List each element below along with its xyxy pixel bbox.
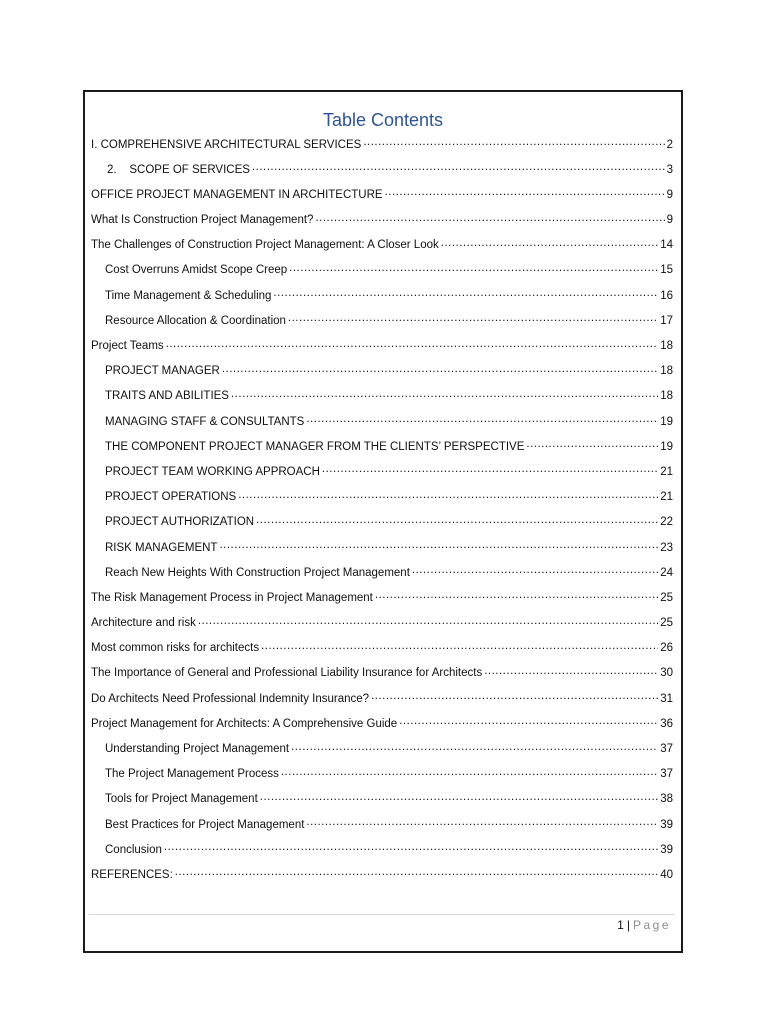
page-footer bbox=[617, 918, 671, 932]
toc-entry[interactable] bbox=[91, 640, 673, 665]
toc-entry-label: Understanding Project Management bbox=[105, 743, 290, 755]
toc-entry-page: 9 bbox=[666, 214, 673, 227]
footer-page-word: Page bbox=[632, 918, 671, 932]
toc-entry[interactable] bbox=[91, 186, 673, 211]
toc-entry-label: Time Management & Scheduling bbox=[105, 289, 272, 302]
toc-entry-label: OFFICE PROJECT MANAGEMENT IN ARCHITECTURE bbox=[91, 188, 383, 201]
footer-divider bbox=[89, 914, 675, 915]
toc-entry[interactable] bbox=[91, 237, 673, 262]
toc-list bbox=[91, 136, 673, 892]
toc-entry-label: Most common risks for architects bbox=[91, 642, 260, 655]
toc-entry-label: The Challenges of Construction Project Management: A Closer Look bbox=[91, 239, 439, 252]
toc-entry[interactable] bbox=[91, 489, 673, 514]
toc-dot-leader bbox=[175, 866, 658, 878]
toc-entry-label: REFERENCES: bbox=[91, 868, 173, 881]
toc-entry-label: The Project Management Process bbox=[105, 768, 279, 781]
toc-dot-leader bbox=[306, 413, 658, 425]
toc-entry-label: Reach New Heights With Construction Project Management bbox=[105, 566, 410, 579]
toc-dot-leader bbox=[315, 212, 664, 224]
toc-entry[interactable] bbox=[91, 589, 673, 614]
toc-entry-label: Cost Overruns Amidst Scope Creep bbox=[105, 264, 288, 277]
toc-dot-leader bbox=[291, 741, 658, 753]
toc-entry[interactable] bbox=[91, 388, 673, 413]
toc-dot-leader bbox=[526, 438, 658, 450]
toc-entry-page: 19 bbox=[660, 415, 673, 428]
toc-entry-page: 30 bbox=[660, 667, 673, 680]
toc-entry[interactable] bbox=[91, 766, 673, 791]
toc-entry-page: 18 bbox=[660, 390, 673, 403]
toc-entry[interactable] bbox=[91, 463, 673, 488]
toc-dot-leader bbox=[322, 463, 658, 475]
toc-entry-page: 17 bbox=[660, 314, 673, 327]
toc-entry-page: 18 bbox=[660, 340, 673, 352]
toc-entry-page: 14 bbox=[660, 239, 673, 252]
toc-dot-leader bbox=[288, 312, 658, 324]
toc-entry[interactable] bbox=[91, 413, 673, 438]
toc-dot-leader bbox=[289, 262, 658, 274]
toc-dot-leader bbox=[399, 715, 658, 727]
toc-dot-leader bbox=[306, 816, 658, 828]
toc-dot-leader bbox=[166, 338, 659, 350]
toc-entry-page: 18 bbox=[660, 365, 673, 378]
footer-separator: | bbox=[626, 918, 630, 932]
toc-entry-page: 38 bbox=[660, 793, 673, 806]
toc-dot-leader bbox=[261, 640, 658, 652]
toc-entry[interactable] bbox=[91, 866, 673, 891]
toc-entry-page: 26 bbox=[660, 642, 673, 655]
toc-dot-leader bbox=[281, 766, 658, 778]
toc-entry-page: 21 bbox=[660, 491, 673, 504]
toc-title: Table Contents bbox=[322, 110, 444, 130]
toc-entry-label: Resource Allocation & Coordination bbox=[105, 314, 286, 327]
toc-dot-leader bbox=[363, 136, 664, 148]
toc-dot-leader bbox=[252, 161, 665, 173]
toc-dot-leader bbox=[231, 388, 658, 400]
toc-entry-label: Project Management for Architects: A Comprehensive Guide bbox=[91, 717, 398, 730]
toc-entry[interactable] bbox=[91, 514, 673, 539]
toc-entry-page: 2 bbox=[666, 138, 673, 151]
toc-entry-label: PROJECT OPERATIONS bbox=[105, 491, 237, 504]
toc-entry[interactable] bbox=[91, 287, 673, 312]
toc-entry-label: 2. SCOPE OF SERVICES bbox=[107, 163, 250, 176]
toc-entry-page: 24 bbox=[660, 566, 673, 579]
toc-entry[interactable] bbox=[91, 816, 673, 841]
toc-entry[interactable] bbox=[91, 539, 673, 564]
toc-entry[interactable] bbox=[91, 690, 673, 715]
toc-dot-leader bbox=[412, 564, 658, 576]
toc-entry-label: PROJECT AUTHORIZATION bbox=[105, 516, 255, 529]
toc-entry-page: 19 bbox=[660, 440, 673, 453]
toc-dot-leader bbox=[441, 237, 658, 249]
footer-page-number: 1 bbox=[617, 918, 624, 932]
toc-entry[interactable] bbox=[91, 312, 673, 337]
toc-entry[interactable] bbox=[91, 161, 673, 186]
toc-dot-leader bbox=[238, 489, 658, 501]
toc-entry-page: 36 bbox=[660, 717, 673, 730]
toc-entry[interactable] bbox=[91, 136, 673, 161]
toc-entry-page: 40 bbox=[660, 868, 673, 881]
toc-dot-leader bbox=[385, 186, 665, 198]
toc-entry[interactable] bbox=[91, 564, 673, 589]
toc-entry[interactable] bbox=[91, 338, 673, 363]
toc-dot-leader bbox=[273, 287, 658, 299]
toc-entry-label: TRAITS AND ABILITIES bbox=[105, 390, 229, 403]
toc-entry[interactable] bbox=[91, 615, 673, 640]
toc-entry-label: Project Teams bbox=[91, 340, 164, 352]
toc-entry-label: Tools for Project Management bbox=[105, 793, 258, 806]
toc-dot-leader bbox=[375, 589, 658, 601]
toc-entry-page: 9 bbox=[666, 188, 673, 201]
toc-dot-leader bbox=[484, 665, 658, 677]
document-page bbox=[83, 90, 683, 953]
toc-entry-label: Do Architects Need Professional Indemnity Insurance? bbox=[91, 692, 370, 705]
toc-entry-page: 39 bbox=[660, 818, 673, 831]
toc-dot-leader bbox=[222, 363, 658, 375]
toc-entry-page: 39 bbox=[660, 843, 673, 856]
toc-entry-label: I. COMPREHENSIVE ARCHITECTURAL SERVICES bbox=[91, 138, 362, 151]
toc-entry-label: RISK MANAGEMENT bbox=[105, 541, 218, 554]
toc-entry-page: 25 bbox=[660, 591, 673, 604]
toc-entry-label: The Importance of General and Professional Liability Insurance for Architects bbox=[91, 667, 483, 680]
toc-entry-label: Best Practices for Project Management bbox=[105, 818, 305, 831]
toc-entry-page: 31 bbox=[660, 692, 673, 705]
toc-entry[interactable] bbox=[91, 665, 673, 690]
toc-entry-page: 37 bbox=[660, 768, 673, 781]
toc-entry-label: MANAGING STAFF & CONSULTANTS bbox=[105, 415, 305, 428]
toc-entry-page: 21 bbox=[660, 465, 673, 478]
toc-entry-label: THE COMPONENT PROJECT MANAGER FROM THE CLIENTS’ PERSPECTIVE bbox=[105, 440, 525, 453]
toc-entry[interactable] bbox=[91, 791, 673, 816]
toc-entry[interactable] bbox=[91, 741, 673, 766]
toc-entry[interactable] bbox=[91, 262, 673, 287]
toc-entry-page: 23 bbox=[660, 541, 673, 554]
toc-entry-label: Architecture and risk bbox=[91, 617, 196, 630]
toc-entry-page: 25 bbox=[660, 617, 673, 630]
toc-entry[interactable] bbox=[91, 841, 673, 866]
toc-entry[interactable] bbox=[91, 363, 673, 388]
toc-entry-label: PROJECT TEAM WORKING APPROACH bbox=[105, 465, 320, 478]
toc-dot-leader bbox=[198, 615, 658, 627]
toc-entry[interactable] bbox=[91, 715, 673, 740]
toc-entry-label: PROJECT MANAGER bbox=[105, 365, 220, 378]
toc-entry-label: The Risk Management Process in Project Management bbox=[91, 591, 373, 604]
toc-entry[interactable] bbox=[91, 438, 673, 463]
toc-dot-leader bbox=[256, 514, 658, 526]
toc-entry-page: 15 bbox=[660, 264, 673, 277]
toc-dot-leader bbox=[260, 791, 658, 803]
toc-entry-page: 16 bbox=[660, 289, 673, 302]
toc-dot-leader bbox=[164, 841, 658, 853]
toc-entry-page: 3 bbox=[666, 163, 673, 176]
toc-entry-label: What Is Construction Project Management? bbox=[91, 214, 314, 227]
toc-dot-leader bbox=[371, 690, 658, 702]
toc-dot-leader bbox=[219, 539, 658, 551]
toc-entry-page: 37 bbox=[660, 743, 673, 755]
toc-entry-label: Conclusion bbox=[105, 843, 162, 856]
toc-entry-page: 22 bbox=[660, 516, 673, 529]
toc-entry[interactable] bbox=[91, 212, 673, 237]
